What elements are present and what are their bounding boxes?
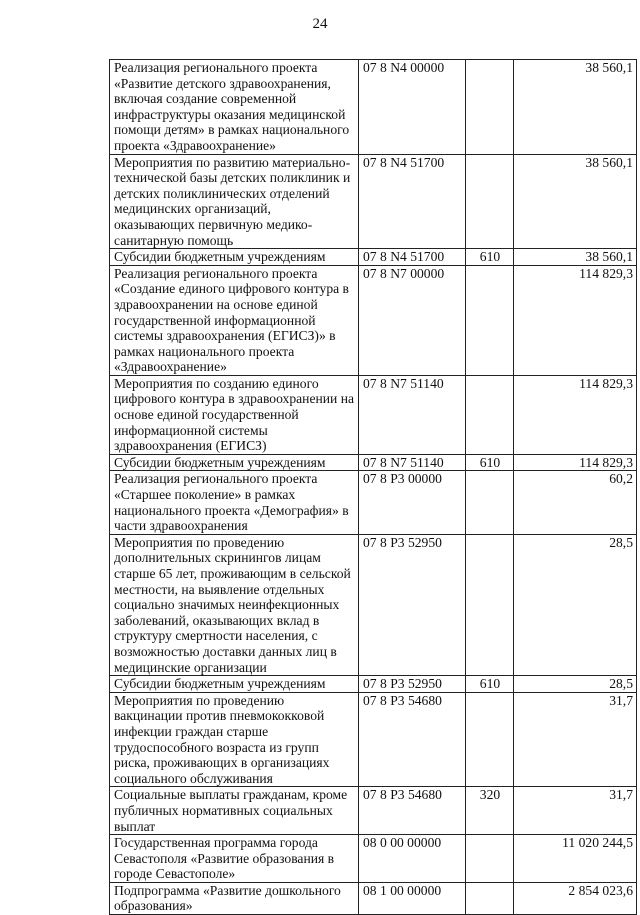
row-name-cell: Подпрограмма «Развитие дошкольного образования» [110,882,359,914]
row-type-cell [466,882,514,914]
row-amount-cell: 2 854 023,6 [514,882,637,914]
row-type-cell [466,534,514,675]
table-row [110,882,637,914]
row-code-cell: 07 8 N4 00000 [359,60,466,155]
table-row [110,454,637,471]
row-name-cell: Государственная программа города Севастополя «Развитие образования в городе Севастополе» [110,835,359,883]
page-number: 24 [312,16,328,32]
row-name-cell: Социальные выплаты гражданам, кроме публичных нормативных социальных выплат [110,787,359,835]
table-row [110,534,637,675]
row-amount-cell: 38 560,1 [514,154,637,249]
table-row [110,835,637,883]
row-code-cell: 07 8 N4 51700 [359,249,466,266]
row-amount-cell: 31,7 [514,692,637,787]
row-type-cell: 610 [466,249,514,266]
row-code-cell: 07 8 N7 51140 [359,375,466,454]
row-amount-cell: 114 829,3 [514,454,637,471]
row-amount-cell: 38 560,1 [514,60,637,155]
row-amount-cell: 28,5 [514,534,637,675]
row-code-cell: 07 8 P3 52950 [359,534,466,675]
table-row [110,154,637,249]
row-amount-cell: 114 829,3 [514,265,637,375]
row-code-cell: 07 8 P3 52950 [359,676,466,693]
row-type-cell [466,154,514,249]
row-type-cell: 610 [466,676,514,693]
row-name-cell: Мероприятия по созданию единого цифрового контура в здравоохранении на основе единой государственной информационной системы здравоохранения (ЕГИСЗ) [110,375,359,454]
row-amount-cell: 11 020 244,5 [514,835,637,883]
table-row [110,249,637,266]
row-name-cell: Реализация регионального проекта «Создание единого цифрового контура в здравоохранении на основе единой государственной информационной системы здравоохранения (ЕГИСЗ)» в рамках национального проекта «Здравоохранение» [110,265,359,375]
row-code-cell: 07 8 N7 00000 [359,265,466,375]
row-type-cell: 320 [466,787,514,835]
row-type-cell [466,692,514,787]
table-row [110,265,637,375]
budget-table [109,59,637,915]
row-code-cell: 07 8 P3 54680 [359,787,466,835]
row-amount-cell: 28,5 [514,676,637,693]
row-type-cell: 610 [466,454,514,471]
row-type-cell [466,471,514,534]
row-amount-cell: 114 829,3 [514,375,637,454]
row-code-cell: 08 0 00 00000 [359,835,466,883]
row-code-cell: 07 8 N7 51140 [359,454,466,471]
table-row [110,692,637,787]
row-type-cell [466,265,514,375]
row-code-cell: 07 8 P3 00000 [359,471,466,534]
row-type-cell [466,60,514,155]
row-name-cell: Мероприятия по развитию материально-технической базы детских поликлиник и детских поликлинических отделений медицинских организаций, оказывающих первичную медико-санитарную помощь [110,154,359,249]
table-row [110,471,637,534]
table-row [110,60,637,155]
row-name-cell: Субсидии бюджетным учреждениям [110,676,359,693]
row-code-cell: 07 8 P3 54680 [359,692,466,787]
table-row [110,787,637,835]
row-name-cell: Реализация регионального проекта «Старшее поколение» в рамках национального проекта «Демография» в части здравоохранения [110,471,359,534]
row-type-cell [466,375,514,454]
row-amount-cell: 31,7 [514,787,637,835]
row-name-cell: Мероприятия по проведению дополнительных скринингов лицам старше 65 лет, проживающим в сельской местности, на выявление отдельных социально значимых неинфекционных заболеваний, оказывающих вклад в структуру смертности населения, с возможностью доставки данных лиц в медицинские организации [110,534,359,675]
row-type-cell [466,835,514,883]
row-amount-cell: 38 560,1 [514,249,637,266]
table-row [110,676,637,693]
row-code-cell: 08 1 00 00000 [359,882,466,914]
table-row [110,375,637,454]
row-name-cell: Субсидии бюджетным учреждениям [110,249,359,266]
row-name-cell: Мероприятия по проведению вакцинации против пневмококковой инфекции граждан старше трудоспособного возраста из групп риска, проживающих в организациях социального обслуживания [110,692,359,787]
row-name-cell: Реализация регионального проекта «Развитие детского здравоохранения, включая создание современной инфраструктуры оказания медицинской помощи детям» в рамках национального проекта «Здравоохранение» [110,60,359,155]
row-amount-cell: 60,2 [514,471,637,534]
row-name-cell: Субсидии бюджетным учреждениям [110,454,359,471]
row-code-cell: 07 8 N4 51700 [359,154,466,249]
